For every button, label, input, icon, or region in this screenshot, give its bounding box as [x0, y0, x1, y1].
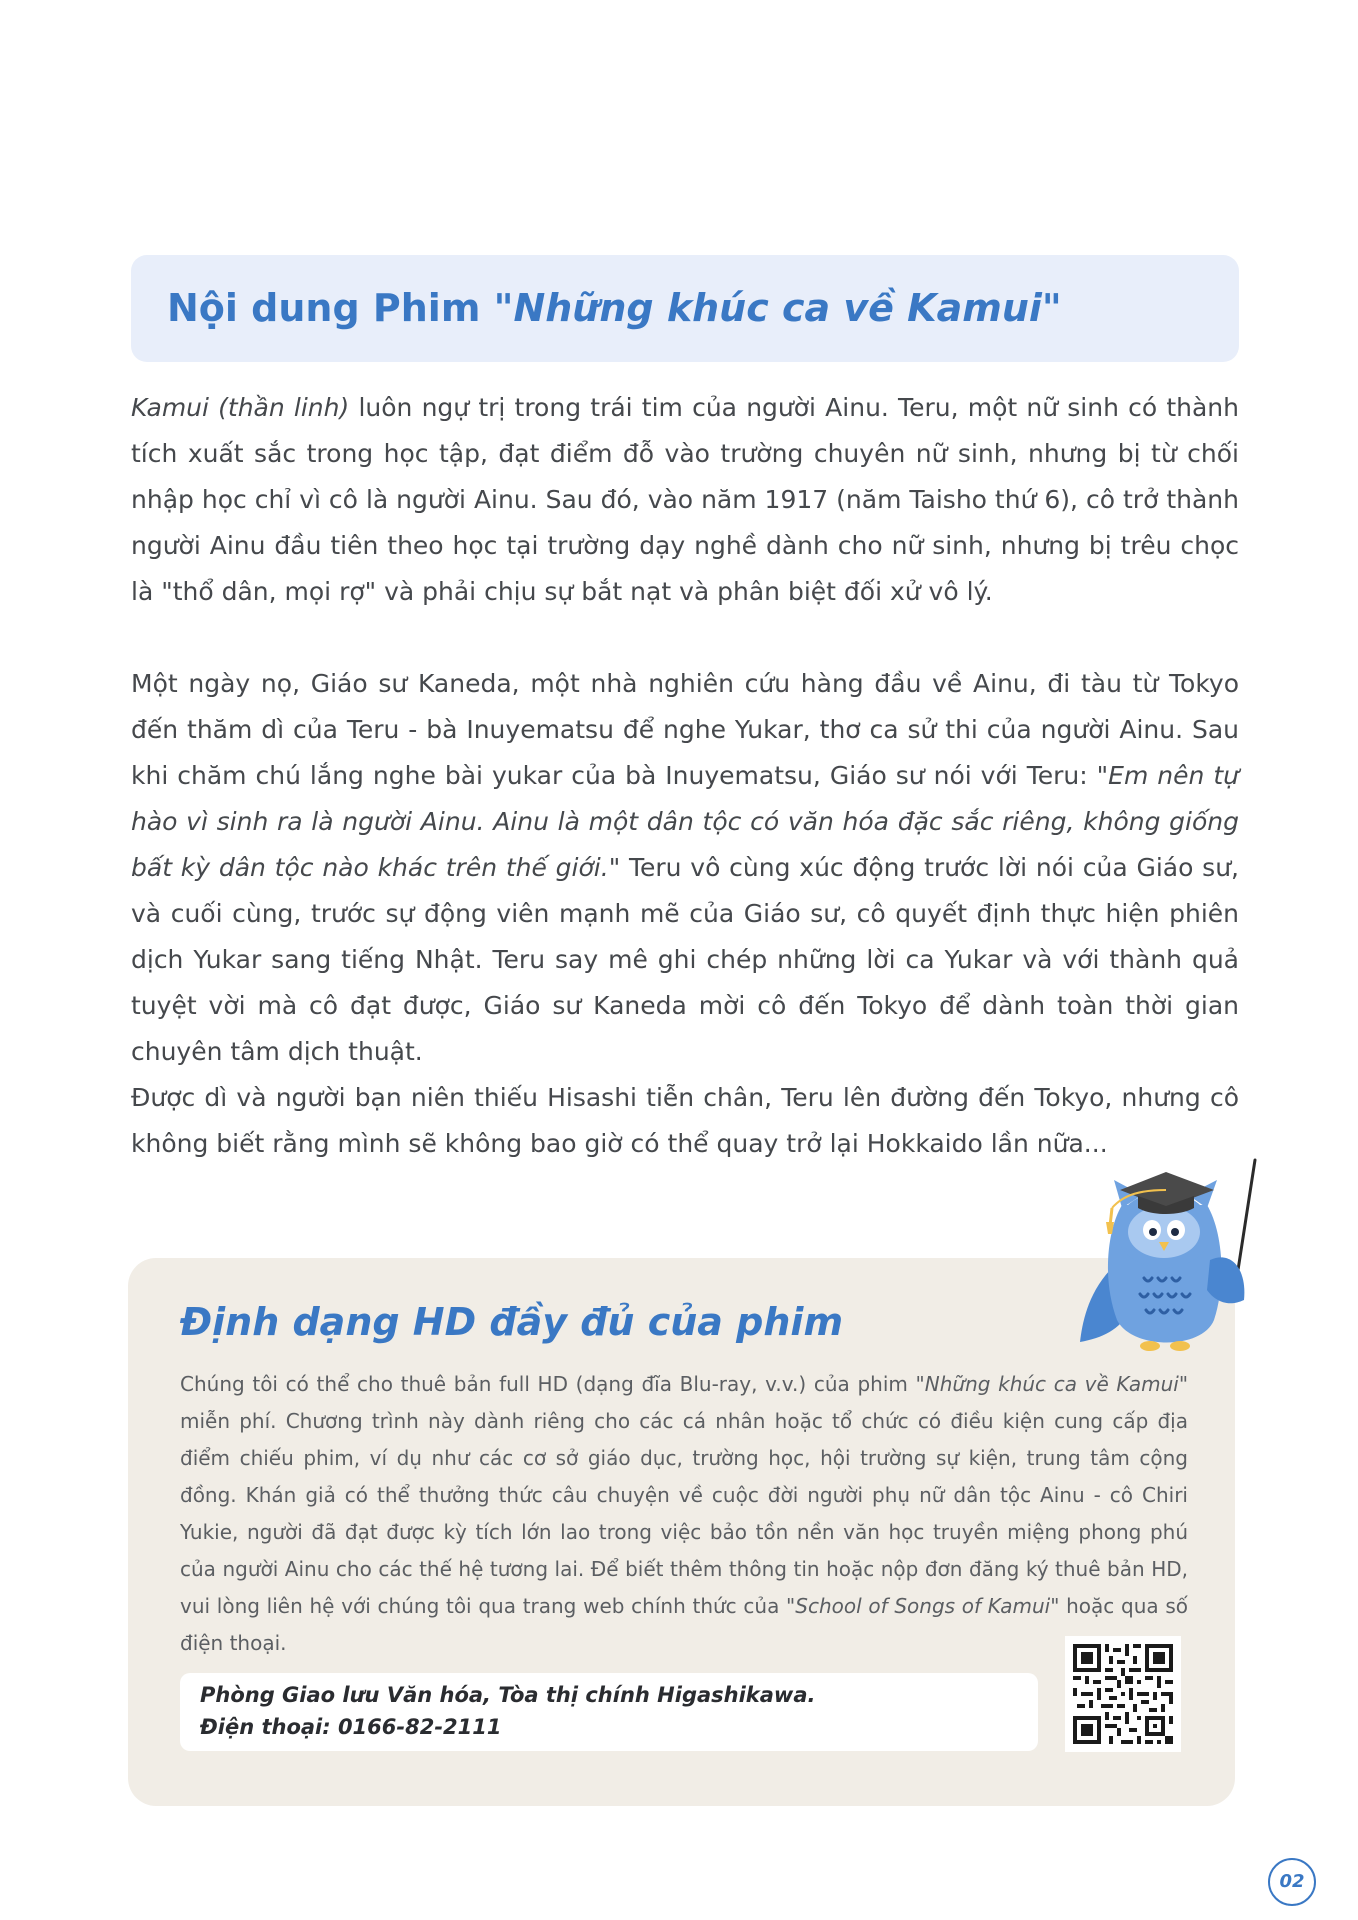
contact-box	[180, 1673, 1038, 1751]
film-title: Những khúc ca về Kamui	[513, 286, 1042, 330]
synopsis-paragraph-2: Một ngày nọ, Giáo sư Kaneda, một nhà nghiên cứu hàng đầu về Ainu, đi tàu từ Tokyo đến thăm dì của Teru - bà Inuyematsu để nghe Yukar, thơ ca sử thi của người Ainu. Sau khi chăm chú lắng nghe bài yukar của bà Inuyematsu, Giáo sư nói với Teru: "Em nên tự hào vì sinh ra là người Ainu. Ainu là một dân tộc có văn hóa đặc sắc riêng, không giống bất kỳ dân tộc nào khác trên thế giới." Teru vô cùng xúc động trước lời nói của Giáo sư, và cuối cùng, trước sự động viên mạnh mẽ của Giáo sư, cô quyết định thực hiện phiên dịch Yukar sang tiếng Nhật. Teru say mê ghi chép những lời ca Yukar và với thành quả tuyệt vời mà cô đạt được, Giáo sư Kaneda mời cô đến Tokyo để dành toàn thời gian chuyên tâm dịch thuật.	[131, 669, 1240, 1066]
owl-graduate-mascot-icon	[1062, 1150, 1262, 1360]
contact-office: Phòng Giao lưu Văn hóa, Tòa thị chính Higashikawa.	[200, 1683, 816, 1707]
page-number: 02	[1268, 1858, 1316, 1906]
title-bar	[131, 255, 1239, 362]
qr-code-icon[interactable]	[1065, 1636, 1181, 1752]
synopsis-paragraph-1: Kamui (thần linh) luôn ngự trị trong trái tim của người Ainu. Teru, một nữ sinh có thành tích xuất sắc trong học tập, đạt điểm đỗ vào trường chuyên nữ sinh, nhưng bị từ chối nhập học chỉ vì cô là người Ainu. Sau đó, vào năm 1917 (năm Taisho thứ 6), cô trở thành người Ainu đầu tiên theo học tại trường dạy nghề dành cho nữ sinh, nhưng bị trêu chọc là "thổ dân, mọi rợ" và phải chịu sự bắt nạt và phân biệt đối xử vô lý.	[131, 393, 1239, 606]
contact-phone[interactable]: Điện thoại: 0166-82-2111	[200, 1715, 502, 1739]
synopsis-paragraph-3: Được dì và người bạn niên thiếu Hisashi tiễn chân, Teru lên đường đến Tokyo, nhưng cô không biết rằng mình sẽ không bao giờ có thể quay trở lại Hokkaido lần nữa...	[131, 1083, 1239, 1158]
professor-quote: Em nên tự hào vì sinh ra là người Ainu. Ainu là một dân tộc có văn hóa đặc sắc riêng, không giống bất kỳ dân tộc nào khác trên thế giới.	[131, 761, 1240, 882]
page-title: Nội dung Phim "Những khúc ca về Kamui"	[167, 286, 1062, 330]
hd-title: Định dạng HD đầy đủ của phim	[180, 1300, 844, 1344]
hd-description: Chúng tôi có thể cho thuê bản full HD (dạng đĩa Blu-ray, v.v.) của phim "Những khúc ca về Kamui" miễn phí. Chương trình này dành riêng cho các cá nhân hoặc tổ chức có điều kiện cung cấp địa điểm chiếu phim, ví dụ như các cơ sở giáo dục, trường học, hội trường sự kiện, trung tâm cộng đồng. Khán giả có thể thưởng thức câu chuyện về cuộc đời người phụ nữ dân tộc Ainu - cô Chiri Yukie, người đã đạt được kỳ tích lớn lao trong việc bảo tồn nền văn học truyền miệng phong phú của người Ainu cho các thế hệ tương lai. Để biết thêm thông tin hoặc nộp đơn đăng ký thuê bản HD, vui lòng liên hệ với chúng tôi qua trang web chính thức của "School of Songs of Kamui" hoặc qua số điện thoại.	[180, 1372, 1189, 1655]
